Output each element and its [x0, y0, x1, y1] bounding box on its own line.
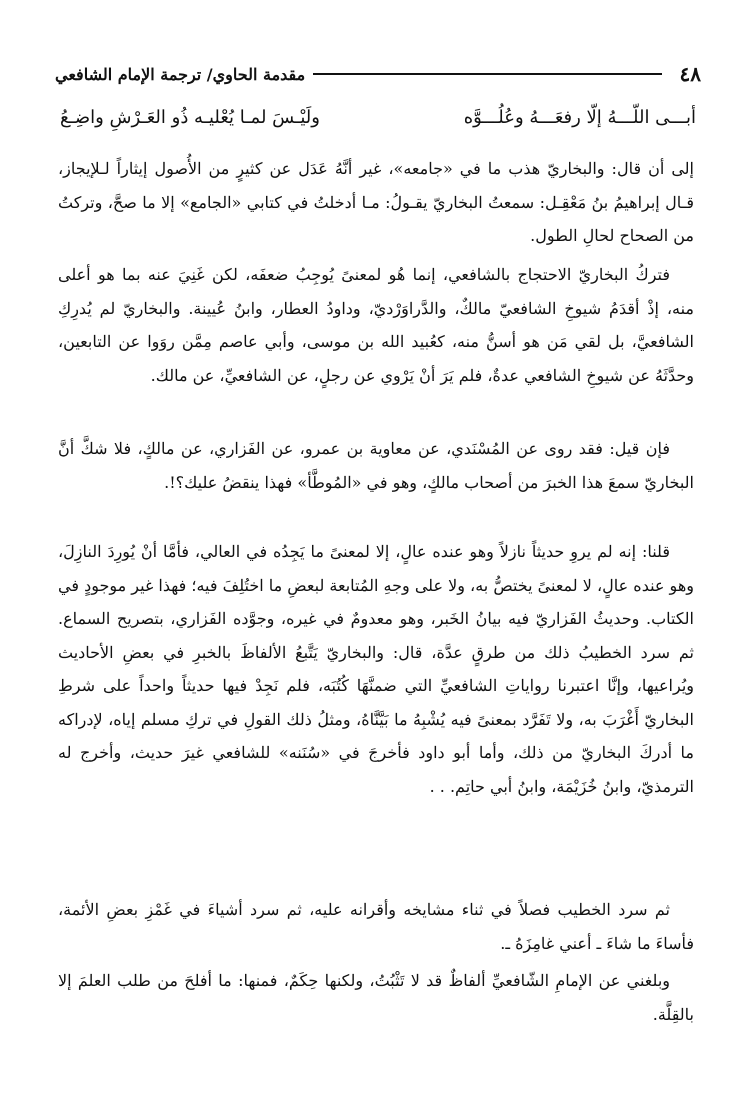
paragraph: قلنا: إنه لم يروِ حديثاً نازلاً وهو عنده عالٍ، إلا لمعنىً ما يَجِدُه في العالي، فأمَّا أنْ يُورِدَ النازِلَ، وهو عنده عالٍ، لا لمعنىً يختصُّ به، ولا على وجهِ المُتابعة لبعضِ ما اختُلِفَ فيه؛ فهذا غير موجودٍ في الكتاب. وحديثُ الفَزاريّ فيه بيانُ الخَبر، وهو معدومٌ في غيره، وجوَّده الفَزاري، بتصريح السماع. ثم سرد الخطيبُ ذلك من طرقٍ عدَّة، قال: والبخاريّ يَتَّبعُ الألفاظَ بالخبرِ في بعضِ الأحاديث ويُراعيها، وإنَّا اعتبرنا رواياتِ الشافعيِّ التي ضمنَّهَا كُتُبَه، فلم نَجِدْ فيها حديثاً واحداً على شرطِ البخاريّ أَغْرَبَ به، ولا تَفَرَّد بمعنىً فيه يُشْبِهُ ما بَيَّنَّاهُ، ومثلُ ذلك القولِ في تركِ مسلم إياه، لإدراكه ما أدركَ البخاريّ من ذلك، وأما أبو داود فأخرجَ في «سُنَنه» للشافعي غيرَ حديث، وأخرج له الترمذيّ، وابنُ خُزَيْمَة، وابنُ أبي حاتِم. . . [58, 542, 695, 796]
paragraph: إلى أن قال: والبخاريّ هذب ما في «جامعه»، غير أنَّهُ عَدَل عن كثيرٍ من الأُصول إيثاراً لـلإيجاز، قـال إبراهيمُ بنُ مَعْقِـل: سمعتُ البخاريّ يقـولُ: مـا أدخلتُ في كتابي «الجامع» إلا ما صحَّ، وتركتُ من الصحاح لحالِ الطول. [58, 159, 695, 245]
page-header [55, 56, 701, 92]
poetry-verse [60, 100, 696, 136]
page-number: ٤٨ [679, 62, 701, 86]
paragraph: ثم سرد الخطيب فصلاً في ثناء مشايخه وأقرانه عليه، ثم سرد أشياءَ في غَمْزِ بعضِ الأئمة، فأساءَ ما شاءَ ـ أعني غامِزَهُ ـ. [58, 900, 694, 953]
paragraph: فإن قيل: فقد روى عن المُسْنَدي، عن معاوية بن عمرو، عن الفَزاري، عن مالكٍ، فلا شكَّ أنَّ البخاريّ سمعَ هذا الخبرَ من أصحاب مالكٍ، وهو في «المُوطَّأ» فهذا ينقضُ عليك؟!. [58, 439, 694, 492]
paragraph: وبلغني عن الإمامِ الشّافعيِّ ألفاظٌ قد لا تَثْبُتُ، ولكنها حِكَمٌ، فمنها: ما أفلحَ من طلب العلمَ إلا بالقِلَّة. [58, 971, 694, 1024]
paragraph-block [58, 258, 694, 392]
paragraph-block [58, 152, 694, 253]
paragraph-block [58, 893, 694, 960]
paragraph-block [58, 964, 694, 1031]
paragraph-block [58, 432, 694, 499]
running-title: مقدمة الحاوي/ ترجمة الإمام الشافعي [55, 64, 306, 84]
paragraph-block [58, 535, 694, 803]
header-rule [313, 73, 661, 75]
verse-left-hemistich: ولَيْـسَ لمـا يُعْليـه ذُو العَـرْشِ واضِـعُ [60, 107, 320, 128]
verse-right-hemistich: أبـــى اللّـــهُ إلّا رفعَـــهُ وعُلُـــوَّه [463, 107, 696, 128]
paragraph: فتركُ البخاريّ الاحتجاج بالشافعي، إنما هُو لمعنىً يُوجِبُ ضعفَه، لكن غَنِيَ عنه بما هو أعلى منه، إذْ أقدَمُ شيوخِ الشافعيّ مالكٌ، والدَّراوَرْديّ، وداودُ العطار، وابنُ عُيينة. والبخاريّ لم يُدرِكِ الشافعيَّ، بل لقي مَن هو أسنُّ منه، كعُبيد الله بن موسى، وأبي عاصم مِمَّن روَوا عن التابعين، وحدَّثَهُ عن شيوخِ الشافعي عدةٌ، فلم يَرَ أنْ يَرْوي عن رجلٍ، عن الشافعيِّ، عن مالك. [58, 265, 694, 385]
